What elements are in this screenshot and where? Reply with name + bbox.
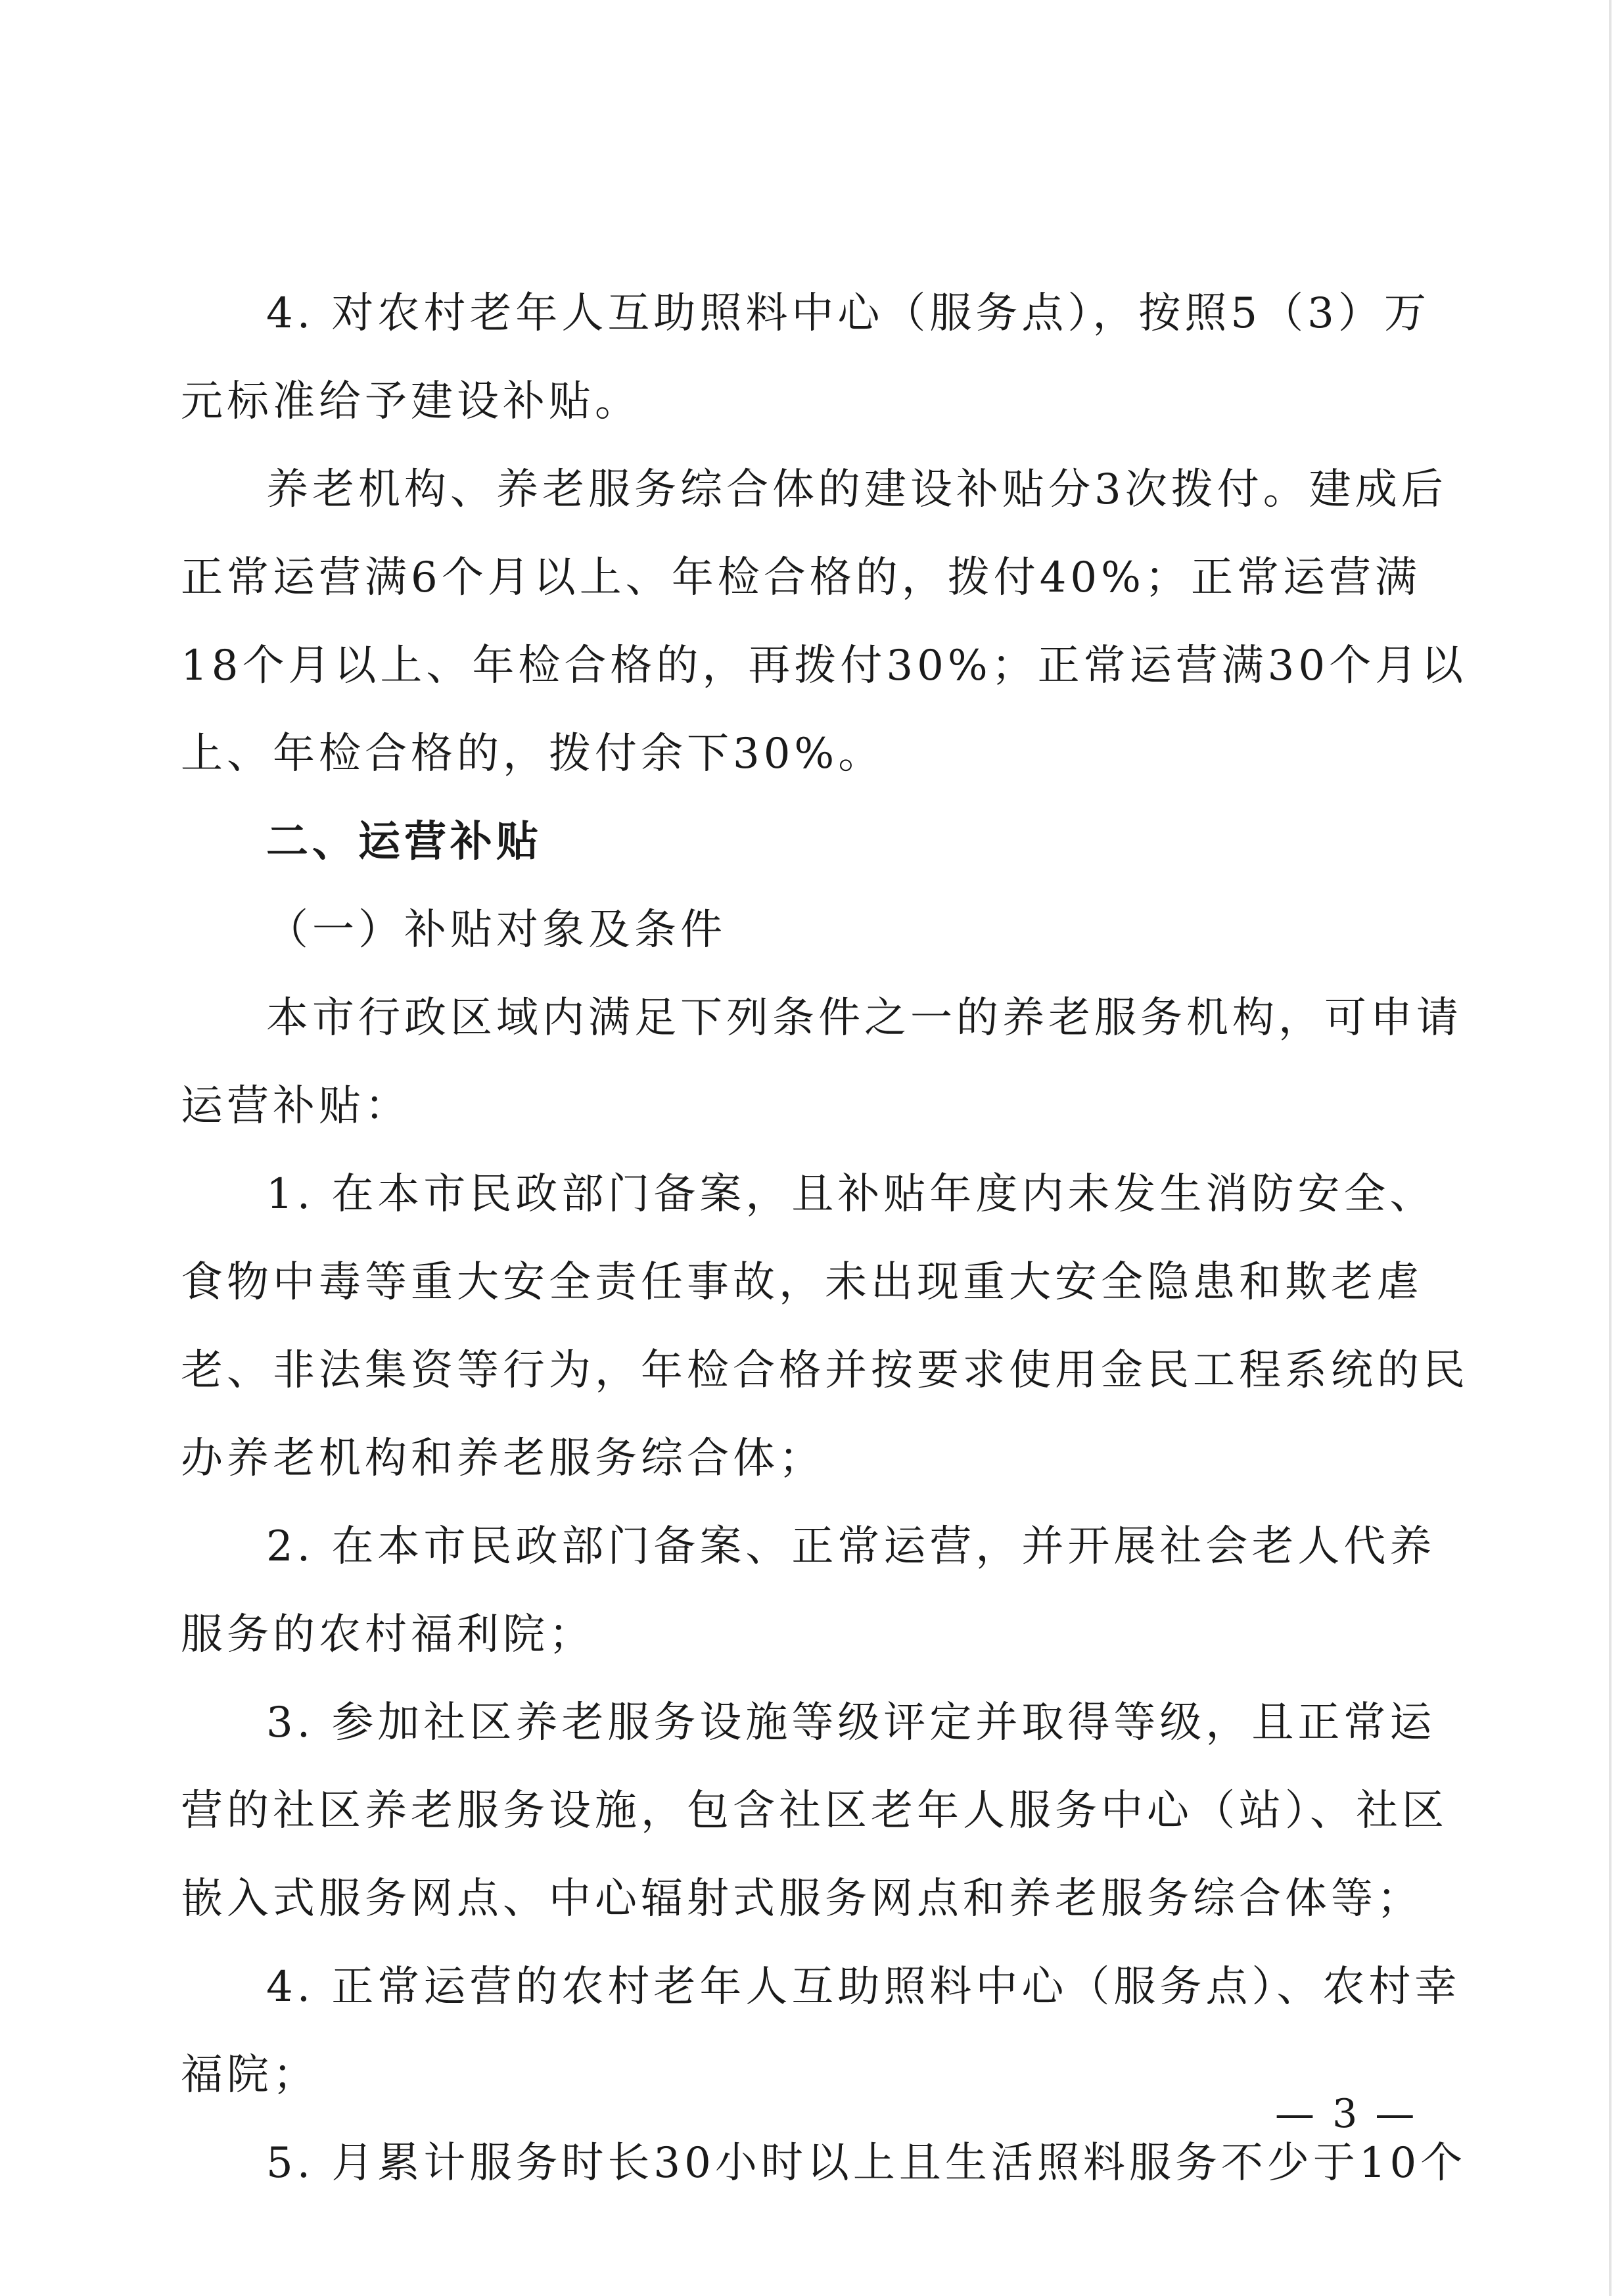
paragraph-line: 老、非法集资等行为，年检合格并按要求使用金民工程系统的民 (181, 1346, 1469, 1395)
paragraph-line: 本市行政区域内满足下列条件之一的养老服务机构，可申请 (266, 994, 1462, 1043)
paragraph-line: 3. 参加社区养老服务设施等级评定并取得等级，且正常运 (266, 1699, 1436, 1747)
paragraph-line: 上、年检合格的，拨付余下30%。 (181, 730, 885, 778)
paragraph-line: 食物中毒等重大安全责任事故，未出现重大安全隐患和欺老虐 (181, 1258, 1423, 1307)
subsection-heading: （一）补贴对象及条件 (266, 906, 726, 954)
paragraph-line: 嵌入式服务网点、中心辐射式服务网点和养老服务综合体等； (181, 1875, 1423, 1923)
paragraph-line: 服务的农村福利院； (181, 1610, 595, 1659)
paragraph-line: 1. 在本市民政部门备案，且补贴年度内未发生消防安全、 (266, 1170, 1436, 1219)
paragraph-line: 正常运营满6个月以上、年检合格的，拨付40%；正常运营满 (181, 553, 1421, 602)
paragraph-line: 18个月以上、年检合格的，再拨付30%；正常运营满30个月以 (181, 642, 1468, 690)
paragraph-line: 福院； (181, 2051, 319, 2099)
page-number: — 3 — (1275, 2091, 1418, 2137)
paragraph-line: 4. 正常运营的农村老年人互助照料中心（服务点）、农村幸 (266, 1963, 1461, 2011)
paragraph-line: 营的社区养老服务设施，包含社区老年人服务中心（站）、社区 (181, 1787, 1448, 1835)
paragraph-line: 养老机构、养老服务综合体的建设补贴分3次拨付。建成后 (266, 465, 1447, 514)
section-heading: 二、运营补贴 (266, 818, 542, 866)
paragraph-line: 2. 在本市民政部门备案、正常运营，并开展社会老人代养 (266, 1522, 1436, 1571)
paragraph-line: 运营补贴： (181, 1082, 411, 1131)
paragraph-line: 元标准给予建设补贴。 (181, 377, 641, 426)
paragraph-line: 4. 对农村老年人互助照料中心（服务点），按照5（3）万 (266, 289, 1430, 338)
paragraph-line: 5. 月累计服务时长30小时以上且生活照料服务不少于10个 (266, 2139, 1467, 2188)
paragraph-line: 办养老机构和养老服务综合体； (181, 1434, 825, 1483)
